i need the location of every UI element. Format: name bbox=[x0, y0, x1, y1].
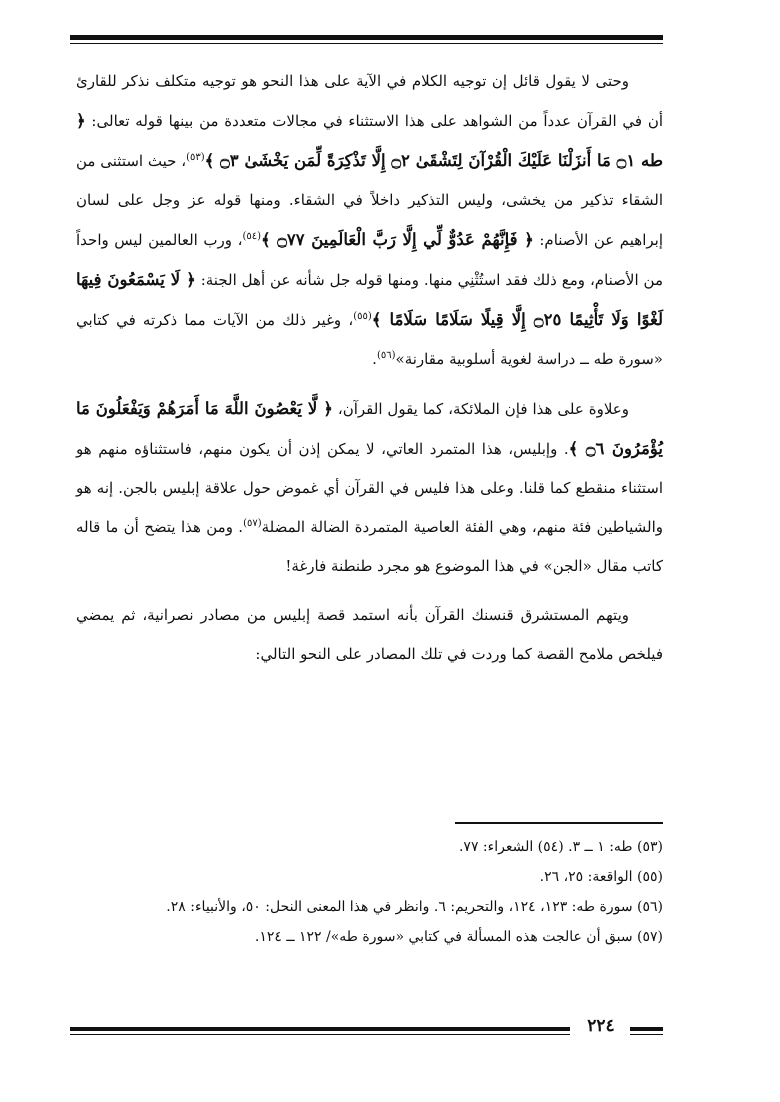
footnote-ref: (٥٧) bbox=[243, 518, 262, 529]
bottom-rule-left bbox=[70, 1027, 570, 1031]
quran-verse: ﴿ لَّا يَعْصُونَ اللَّهَ مَا أَمَرَهُمْ وَيَفْعَلُونَ مَا يُؤْمَرُونَ ۝٦ ﴾ bbox=[76, 399, 663, 458]
text-run: . bbox=[372, 350, 377, 368]
text-run: ، وغير ذلك من الآيات مما ذكرته في كتابي «سورة طه ــ دراسة لغوية أسلوبية مقارنة» bbox=[76, 311, 663, 368]
quran-verse: ﴿ طه ۝١ مَا أَنزَلْنَا عَلَيْكَ الْقُرْآنَ لِتَشْقَىٰ ۝٢ إِلَّا تَذْكِرَةً لِّمَن يَخْشَىٰ ۝٣ ﴾ bbox=[76, 111, 663, 170]
quran-verse: ﴿ فَإِنَّهُمْ عَدُوٌّ لِّي إِلَّا رَبَّ الْعَالَمِينَ ۝٧٧ ﴾ bbox=[261, 230, 534, 249]
footnote-54: (٥٤) الشعراء: ٧٧. bbox=[458, 839, 564, 855]
quran-verse: ﴿ لَا يَسْمَعُونَ فِيهَا لَغْوًا وَلَا تَأْثِيمًا ۝٢٥ إِلَّا قِيلًا سَلَامًا سَلَامًا ﴾ bbox=[76, 270, 663, 329]
paragraph-2 bbox=[76, 389, 663, 586]
bottom-rule-left-thin bbox=[70, 1034, 570, 1035]
footnote-ref: (٥٥) bbox=[353, 311, 372, 322]
text-run: . وإبليس، هذا المتمرد العاتي، لا يمكن إذن أن يكون منهم، فاستثناؤه منهم هو استثناء منقطع كما قلنا. وعلى هذا فليس في القرآن أي غموض حول علاقة إبليس بالجن. إنه هو والشياطين فئة منهم، وهي الفئة العاصية المتمردة الضالة المضلة bbox=[76, 440, 663, 536]
top-rule-thick bbox=[70, 35, 663, 40]
body-text bbox=[76, 62, 663, 674]
paragraph-1 bbox=[76, 62, 663, 379]
page-number: ٢٢٤ bbox=[587, 1016, 615, 1036]
footnote-ref: (٥٣) bbox=[186, 152, 205, 163]
footnote-56: (٥٦) سورة طه: ١٢٣، ١٢٤، والتحريم: ٦. وانظر في هذا المعنى النحل: ٥٠، والأنبياء: ٢٨. bbox=[166, 899, 663, 915]
footnote-separator bbox=[455, 822, 663, 824]
footnotes bbox=[76, 832, 663, 952]
footnote-53: (٥٣) طه: ١ ــ ٣. bbox=[568, 839, 663, 855]
footnote-ref: (٥٦) bbox=[376, 350, 396, 361]
top-rule-thin bbox=[70, 43, 663, 44]
paragraph-3 bbox=[76, 596, 663, 674]
text-run: . ومن هذا يتضح أن ما قاله كاتب مقال «الجن» في هذا الموضوع هو مجرد طنطنة فارغة! bbox=[76, 518, 663, 575]
text-run: ويتهم المستشرق قنسنك القرآن بأنه استمد قصة إبليس من مصادر نصرانية، ثم يمضي فيلخص ملامح القصة كما وردت في تلك المصادر على النحو التالي: bbox=[76, 606, 663, 663]
footnote-ref: (٥٤) bbox=[242, 231, 262, 242]
bottom-rule-right bbox=[630, 1027, 663, 1031]
bottom-rule-right-thin bbox=[630, 1034, 663, 1035]
text-run: وحتى لا يقول قائل إن توجيه الكلام في الآية على هذا النحو هو توجيه متكلف نذكر للقارئ أن في القرآن عدداً من الشواهد على هذا الاستثناء في مجالات متعددة من بينها قوله تعالى: bbox=[76, 72, 663, 130]
text-run: ، حيث استثنى من الشقاء تذكير من يخشى، وليس التذكير داخلاً في الشقاء. ومنها قوله عز وجل على لسان إبراهيم عن الأصنام: bbox=[76, 152, 663, 249]
text-run: ، ورب العالمين ليس واحداً من الأصنام، ومع ذلك فقد استُثْنِي منها. ومنها قوله جل شأنه عن أهل الجنة: bbox=[76, 231, 664, 289]
footnote-57: (٥٧) سبق أن عالجت هذه المسألة في كتابي «سورة طه»/ ١٢٢ ــ ١٢٤. bbox=[254, 929, 663, 945]
footnote-55: (٥٥) الواقعة: ٢٥، ٢٦. bbox=[539, 869, 663, 885]
footnote-row-53-54 bbox=[76, 832, 663, 862]
text-run: وعلاوة على هذا فإن الملائكة، كما يقول القرآن، bbox=[332, 400, 630, 418]
